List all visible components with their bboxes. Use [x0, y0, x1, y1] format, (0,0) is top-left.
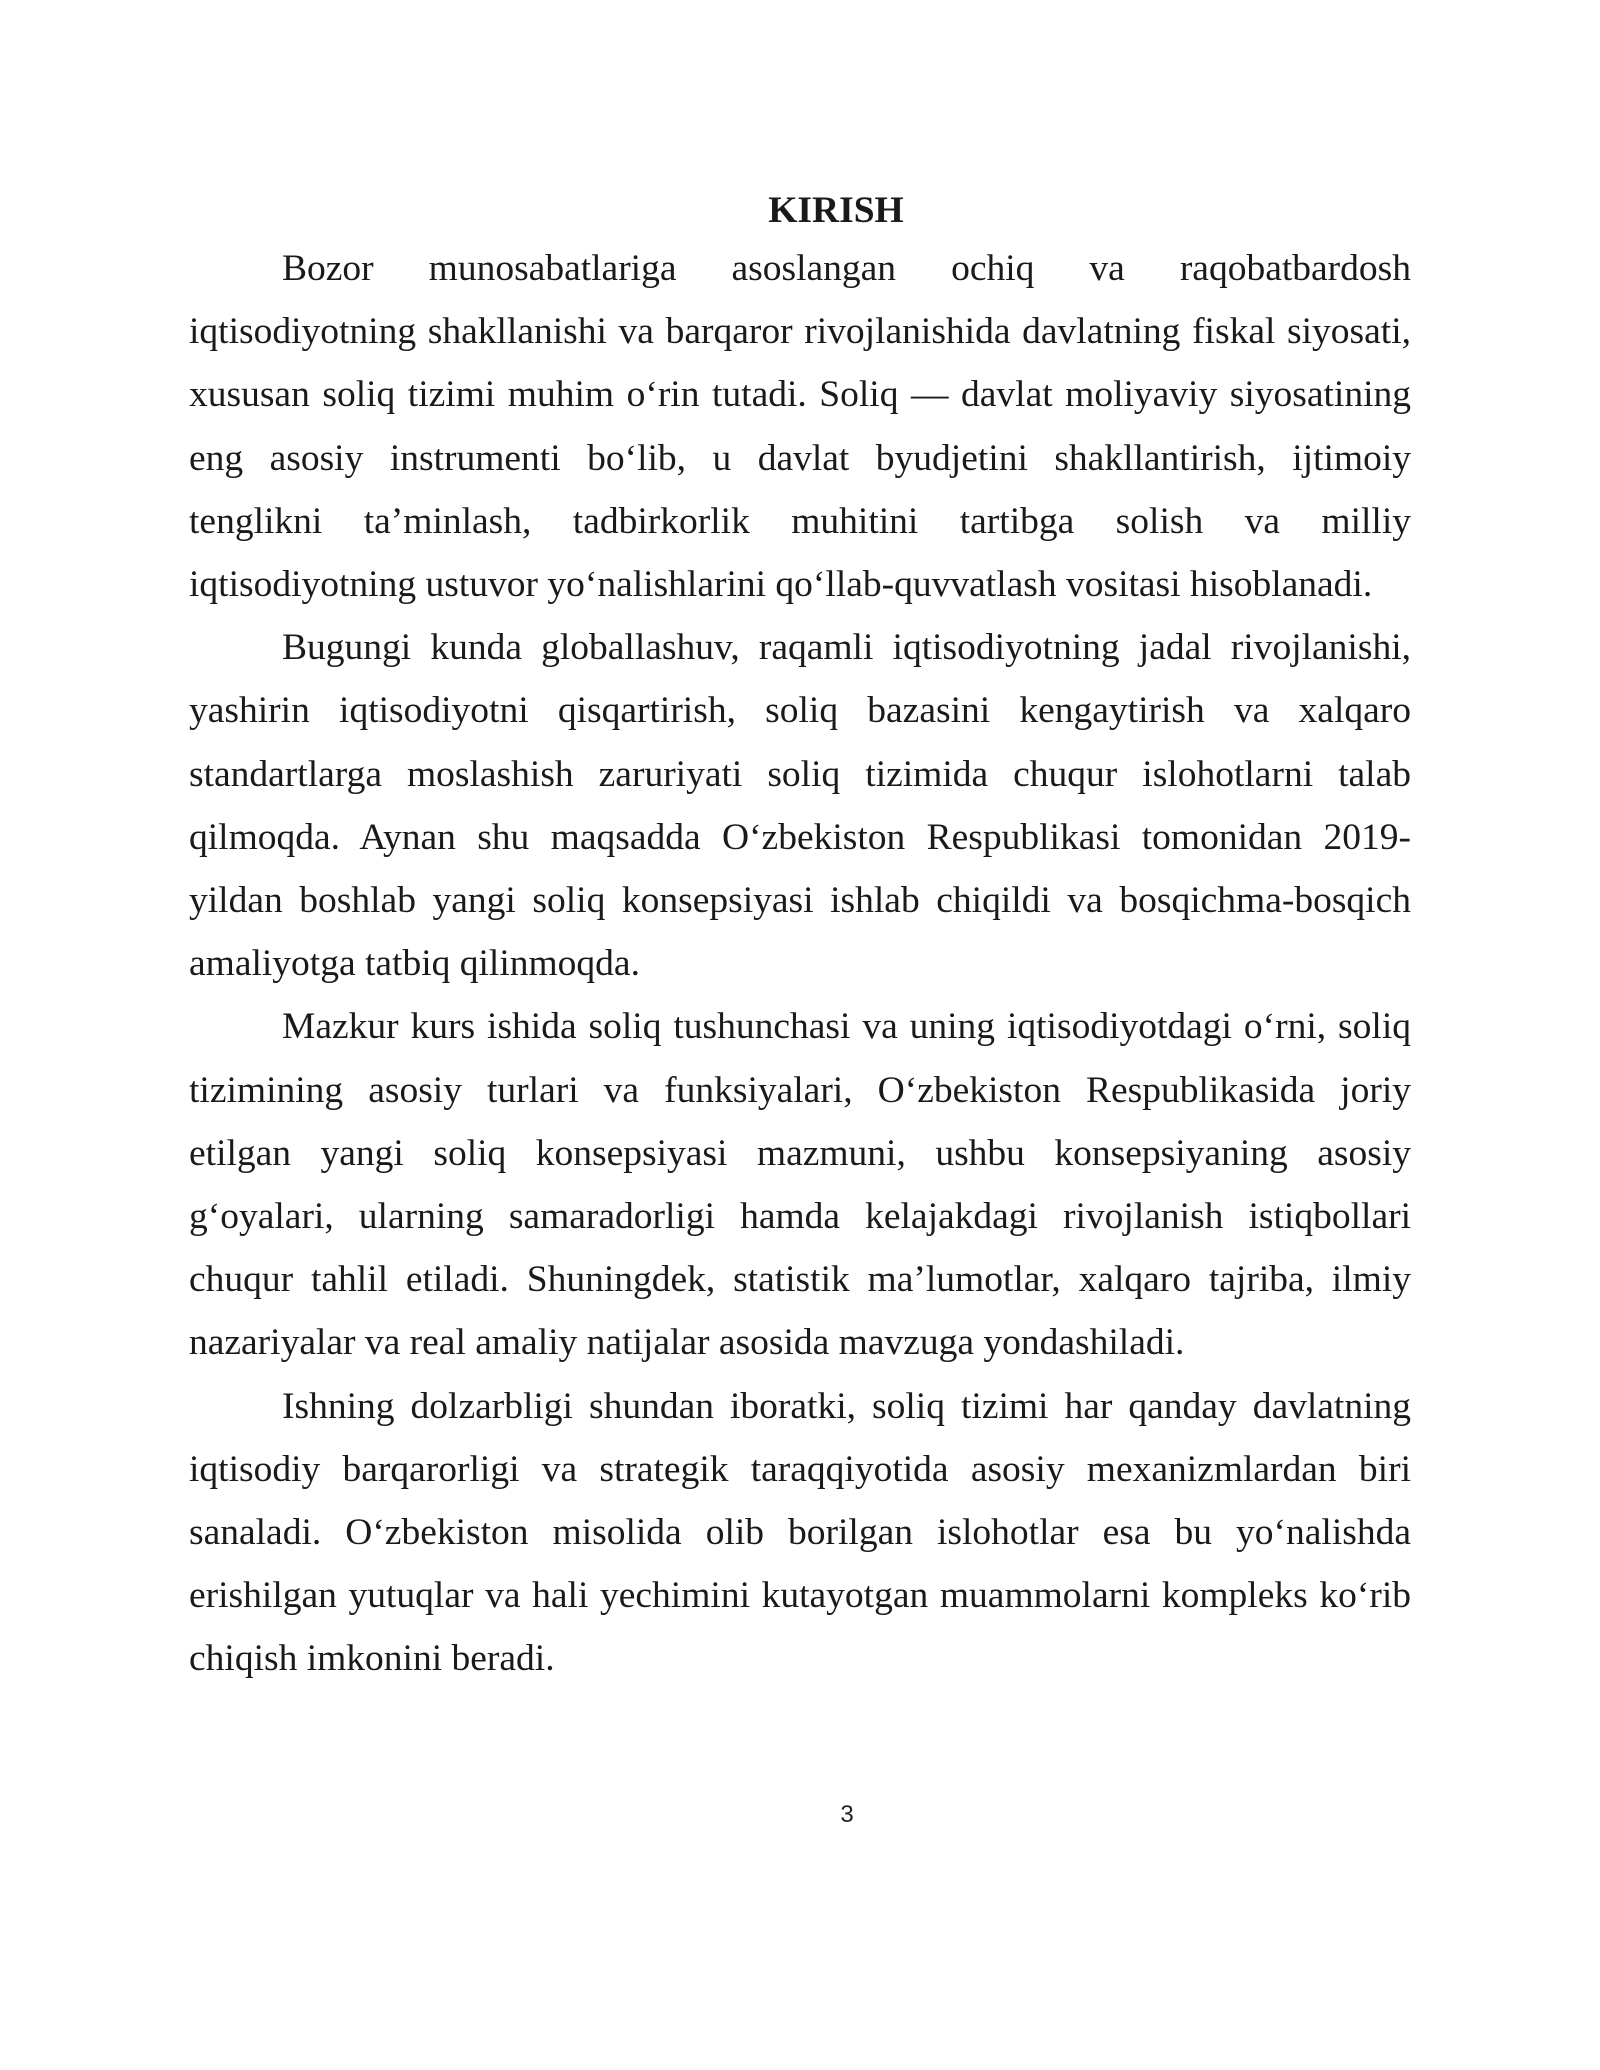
page-body	[189, 185, 1411, 1691]
paragraph-1: Bozor munosabatlariga asoslangan ochiq va raqobatbardosh iqtisodiyotning shakllanishi va barqaror rivojlanishida davlatning fiskal siyosati, xususan soliq tizimi muhim o‘rin tutadi. Soliq — davlat moliyaviy siyosatining eng asosiy instrumenti bo‘lib, u davlat byudjetini shakllantirish, ijtimoiy tenglikni ta’minlash, tadbirkorlik muhitini tartibga solish va milliy iqtisodiyotning ustuvor yo‘nalishlarini qo‘llab-quvvatlash vositasi hisoblanadi.	[189, 248, 1411, 606]
paragraph-2: Bugungi kunda globallashuv, raqamli iqtisodiyotning jadal rivojlanishi, yashirin iqtisodiyotni qisqartirish, soliq bazasini kengaytirish va xalqaro standartlarga moslashish zaruriyati soliq tizimida chuqur islohotlarni talab qilmoqda. Aynan shu maqsadda O‘zbekiston Respublikasi tomonidan 2019-yildan boshlab yangi soliq konsepsiyasi ishlab chiqildi va bosqichma-bosqich amaliyotga tatbiq qilinmoqda.	[189, 627, 1411, 985]
paragraph-3: Mazkur kurs ishida soliq tushunchasi va uning iqtisodiyotdagi o‘rni, soliq tizimining asosiy turlari va funksiyalari, O‘zbekiston Respublikasida joriy etilgan yangi soliq konsepsiyasi mazmuni, ushbu konsepsiyaning asosiy g‘oyalari, ularning samaradorligi hamda kelajakdagi rivojlanish istiqbollari chuqur tahlil etiladi. Shuningdek, statistik ma’lumotlar, xalqaro tajriba, ilmiy nazariyalar va real amaliy natijalar asosida mavzuga yondashiladi.	[189, 1006, 1411, 1364]
page-number: 3	[840, 1801, 854, 1828]
paragraph-4: Ishning dolzarbligi shundan iboratki, soliq tizimi har qanday davlatning iqtisodiy barqarorligi va strategik taraqqiyotida asosiy mexanizmlardan biri sanaladi. O‘zbekiston misolida olib borilgan islohotlar esa bu yo‘nalishda erishilgan yutuqlar va hali yechimini kutayotgan muammolarni kompleks ko‘rib chiqish imkonini beradi.	[189, 1385, 1411, 1680]
page-title: KIRISH	[768, 190, 904, 231]
